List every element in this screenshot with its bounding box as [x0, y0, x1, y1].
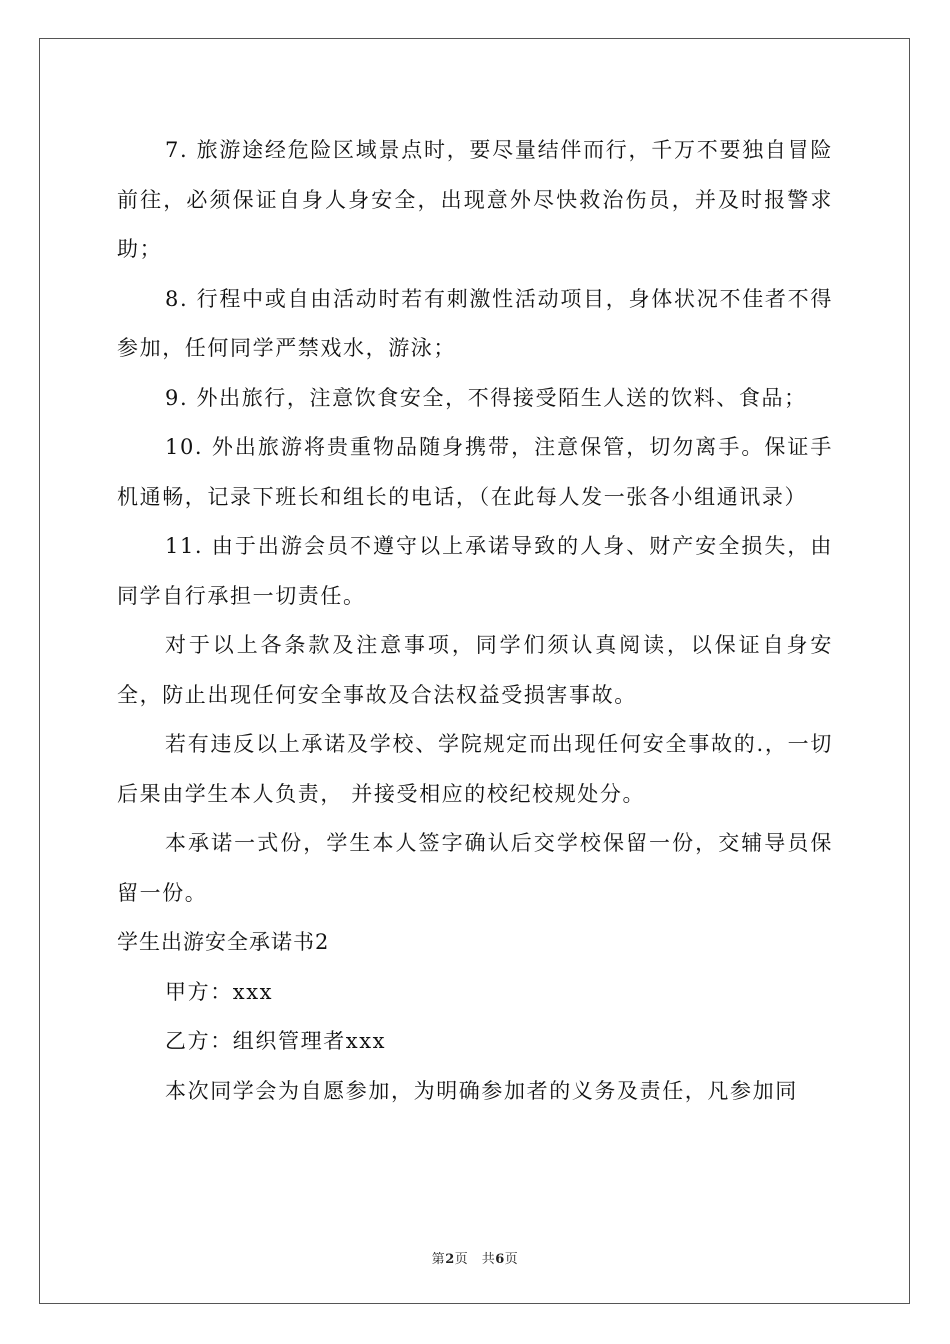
page-footer — [0, 1248, 950, 1267]
paragraph-item-8: 8. 行程中或自由活动时若有刺激性活动项目，身体状况不佳者不得参加，任何同学严禁戏水，游泳； — [117, 286, 833, 360]
party-a: 甲方：xxx — [165, 979, 274, 1004]
page-mid: 页 共 — [454, 1252, 496, 1267]
document-body — [117, 126, 833, 1116]
page-total-number: 6 — [495, 1252, 505, 1267]
page-prefix: 第 — [431, 1252, 446, 1267]
paragraph-reading-notice: 对于以上各条款及注意事项，同学们须认真阅读，以保证自身安全，防止出现任何安全事故及合法权益受损害事故。 — [117, 633, 833, 707]
paragraph-item-11: 11. 由于出游会员不遵守以上承诺导致的人身、财产安全损失，由同学自行承担一切责任。 — [117, 534, 833, 608]
intro-paragraph: 本次同学会为自愿参加，为明确参加者的义务及责任，凡参加同 — [165, 1078, 798, 1103]
paragraph-copies-clause: 本承诺一式份，学生本人签字确认后交学校保留一份，交辅导员保留一份。 — [117, 831, 833, 905]
party-b: 乙方：组织管理者xxx — [165, 1029, 387, 1053]
section-heading: 学生出游安全承诺书2 — [117, 930, 330, 954]
paragraph-violation-clause: 若有违反以上承诺及学校、学院规定而出现任何安全事故的.，一切后果由学生本人负责， 并接受相应的校纪校规处分。 — [117, 732, 833, 806]
page-current-number: 2 — [445, 1252, 455, 1267]
page-suffix: 页 — [504, 1252, 519, 1267]
paragraph-item-10: 10. 外出旅游将贵重物品随身携带，注意保管，切勿离手。保证手机通畅，记录下班长和组长的电话，（在此每人发一张各小组通讯录） — [117, 435, 833, 509]
paragraph-item-7: 7. 旅游途经危险区域景点时，要尽量结伴而行，千万不要独自冒险前往，必须保证自身人身安全，出现意外尽快救治伤员，并及时报警求助； — [117, 138, 833, 261]
paragraph-item-9: 9. 外出旅行，注意饮食安全，不得接受陌生人送的饮料、食品； — [165, 385, 807, 410]
